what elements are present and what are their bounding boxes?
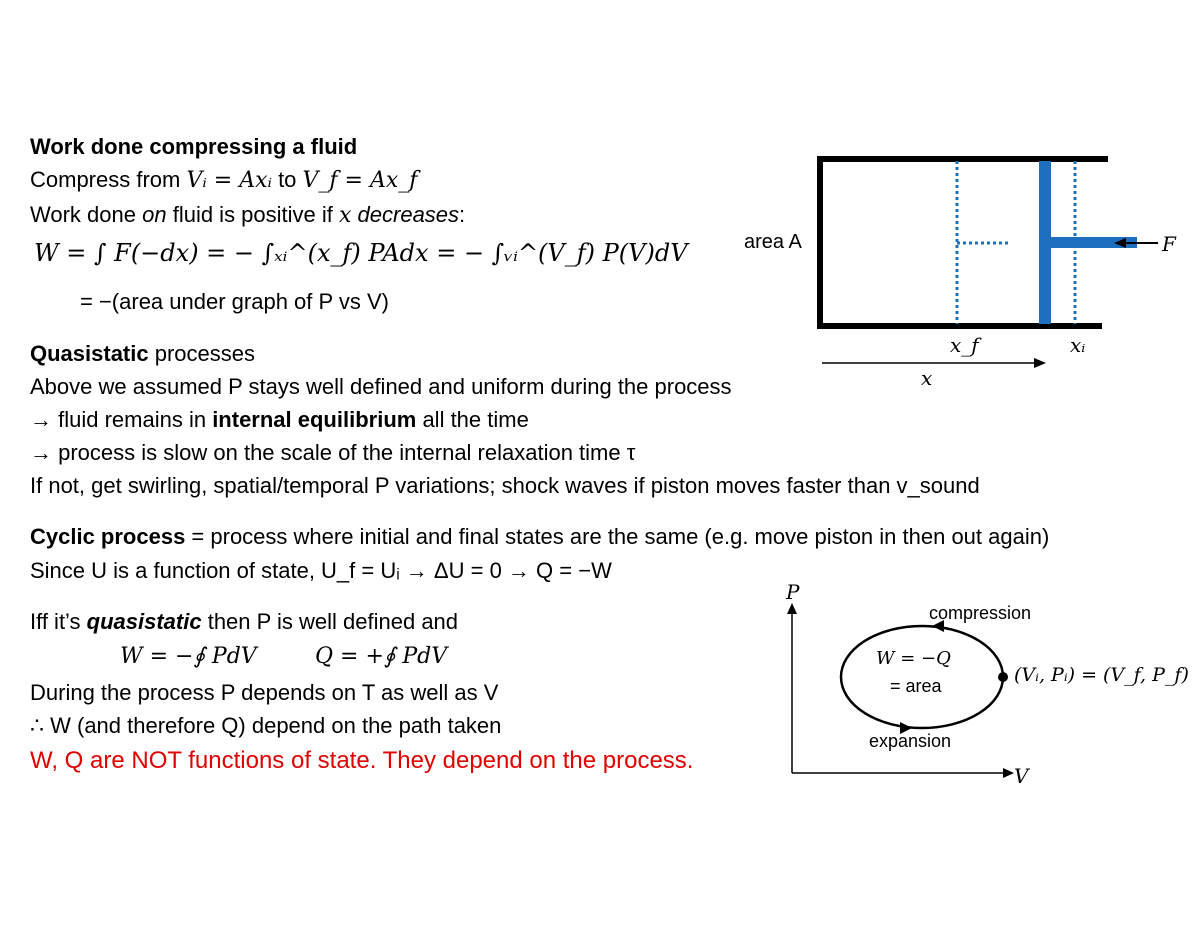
equilibrium-line: → fluid remains in internal equilibrium all the time: [30, 407, 529, 432]
area-eq-label: = area: [890, 676, 942, 696]
state-point: [998, 672, 1008, 682]
work-area-equation: = −(area under graph of P vs V): [80, 289, 389, 314]
not-state-functions: W, Q are NOT functions of state. They depend on the process.: [30, 747, 694, 774]
force-label: F: [1162, 232, 1176, 256]
q-integral: Q = +∮ PdV: [315, 644, 448, 669]
p-axis-arrowhead: [787, 603, 797, 614]
section1-title: Work done compressing a fluid: [30, 134, 358, 159]
path-line: ∴ W (and therefore Q) depend on the path taken: [30, 713, 502, 738]
iff-line: Iff it’s quasistatic then P is well defined and: [30, 609, 459, 634]
v-axis-label: V: [1014, 764, 1029, 788]
w-eq-q-label: W = −Q: [876, 648, 951, 669]
compress-line: Compress from Vᵢ = Axᵢ to V_f = Ax_f: [30, 167, 418, 193]
state-label: (Vᵢ, Pᵢ) = (V_f, P_f): [1014, 664, 1189, 686]
expansion-label: expansion: [869, 731, 952, 751]
shock-line: If not, get swirling, spatial/temporal P variations; shock waves if piston moves faster than v_sound: [30, 473, 980, 498]
xf-label: x_f: [950, 333, 979, 357]
assumption-line: Above we assumed P stays well defined and uniform during the process: [30, 374, 732, 399]
xi-label: xᵢ: [1070, 333, 1086, 357]
area-label: area A: [744, 231, 802, 253]
x-axis-label: x: [921, 366, 933, 390]
quasistatic-heading: Quasistatic processes: [30, 341, 255, 366]
relaxation-line: → process is slow on the scale of the internal relaxation time τ: [30, 440, 636, 465]
work-positive-line: Work done on fluid is positive if x decreases:: [30, 202, 466, 228]
depends-line: During the process P depends on T as well as V: [30, 680, 499, 705]
w-integral: W = −∮ PdV: [120, 644, 257, 669]
work-equation: W = ∫ F(−dx) = − ∫ₓᵢ^(x_f) PAdx = − ∫ᵥᵢ^(V_f) P(V)dV: [34, 239, 688, 267]
p-axis-label: P: [786, 580, 800, 604]
cyclic-line: Cyclic process = process where initial and final states are the same (e.g. move piston in then out again): [30, 524, 1050, 549]
v-axis-arrowhead: [1003, 768, 1014, 778]
compression-label: compression: [929, 603, 1032, 623]
state-function-line: Since U is a function of state, U_f = Uᵢ → ΔU = 0 → Q = −W: [30, 558, 612, 583]
